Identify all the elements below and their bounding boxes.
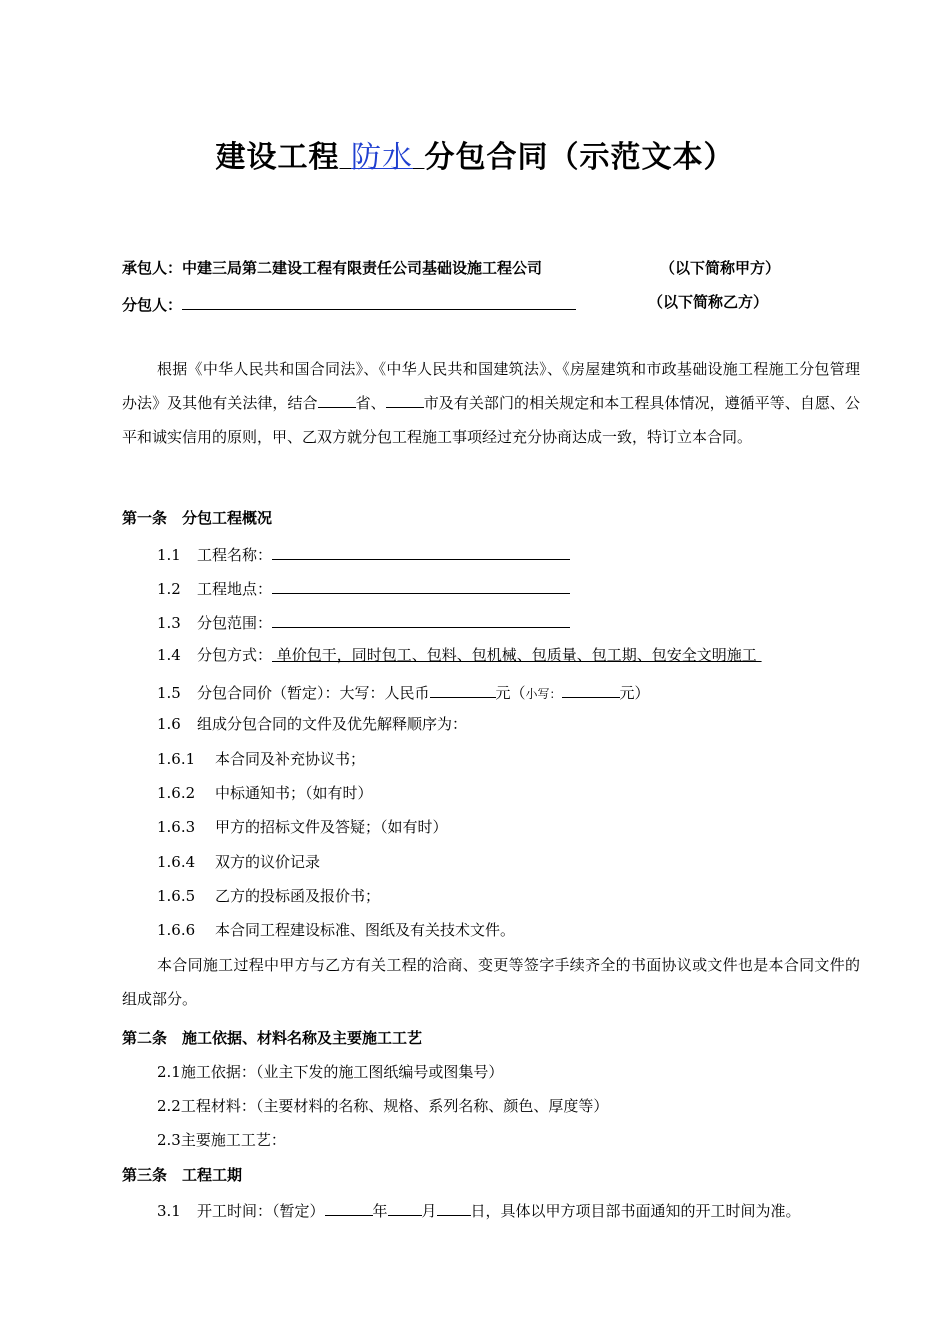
item-2-2: 2.2工程材料：（主要材料的名称、规格、系列名称、颜色、厚度等） [157,1097,609,1115]
article1-closing: 本合同施工过程中甲方与乙方有关工程的洽商、变更等签字手续齐全的书面协议或文件也是本合同文件的组成部分。 [122,956,860,1008]
item-text: 月 [421,1202,437,1220]
intro-text-a: 根据《中华人民共和国合同法》、《中华人民共和国建筑法》、《房屋建筑和市政基础设施工程施工分包管理办法》及其他有关法律，结合 [122,360,860,412]
item-1-5 [157,680,650,704]
intro-paragraph [122,352,860,454]
item-number: 1.5 [157,684,181,702]
item-number: 1.2 [157,580,181,598]
item-text: 元） [619,684,650,702]
item-number: 1.3 [157,614,181,632]
item-1-1 [157,542,570,565]
doc-item [157,749,365,769]
city-blank [386,390,424,408]
title-underline-gap [413,140,424,175]
item-text: 年 [372,1202,388,1220]
article3-heading: 第三条 工程工期 [122,1166,243,1184]
intro-text-b: 省、 [355,394,386,412]
item-number: 1.6 [157,715,181,733]
item-text: 乙方的投标函及报价书； [215,887,381,905]
item-2-3: 2.3主要施工工艺： [157,1131,286,1149]
doc-item [157,852,320,872]
item-label: 工程地点： [197,580,273,598]
subcontractor-label: 分包人： [122,296,183,314]
item-1-6 [157,714,467,734]
item-number: 1.6.4 [157,853,196,871]
subcontractor-blank [182,292,576,310]
subcontractor-line [122,292,576,315]
item-2-1: 2.1施工依据：（业主下发的施工图纸编号或图集号） [157,1063,504,1081]
contractor-alias: （以下简称甲方） [660,259,781,277]
title-highlight: 防水 [351,140,413,175]
item-text: 甲方的招标文件及答疑；（如有时） [215,818,448,836]
item-number: 1.6.5 [157,887,196,905]
item-number: 1.1 [157,546,181,564]
doc-item [157,886,380,906]
item-number: 1.4 [157,646,181,664]
item-text: 组成分包合同的文件及优先解释顺序为： [197,715,468,733]
small-label: 小写： [525,687,562,701]
item-1-4 [157,645,762,665]
item-label: 分包范围： [197,614,273,632]
subcontractor-alias: （以下简称乙方） [648,293,769,311]
title-suffix: 分包合同（示范文本） [424,140,735,175]
amount-figures-blank [562,680,620,698]
title-prefix: 建设工程 [215,140,340,175]
item-1-2 [157,576,570,599]
item-text: 双方的议价记录 [215,853,321,871]
item-label: 分包方式： [197,646,273,664]
intro-text-c: 市及有关部门的相关规定和本工程具体情况，遵循平等、自愿、公平和诚实信用的原则，甲、乙双方就分包工程施工事项经过充分协商达成一致，特订立本合同。 [122,394,860,446]
item-number: 3.1 [157,1202,181,1220]
project-location-blank [272,576,570,594]
title-underline-gap [340,140,351,175]
contractor-name: 中建三局第二建设工程有限责任公司基础设施工程公司 [182,259,543,277]
month-blank [388,1198,422,1216]
item-text: 元（ [495,684,526,702]
item-number: 1.6.3 [157,818,196,836]
item-text: 本合同及补充协议书； [215,750,366,768]
item-number: 1.6.2 [157,784,196,802]
item-text: 本合同工程建设标准、图纸及有关技术文件。 [215,921,516,939]
item-label: 工程名称： [197,546,273,564]
contractor-line [122,258,542,278]
project-name-blank [272,542,570,560]
document-title [0,132,950,176]
item-1-3 [157,610,570,633]
doc-item [157,920,515,940]
article2-heading: 第二条 施工依据、材料名称及主要施工工艺 [122,1029,423,1047]
item-text: 中标通知书；（如有时） [215,784,373,802]
day-blank [437,1198,471,1216]
item-label: 开工时间：（暂定） [197,1202,325,1220]
item-number: 1.6.6 [157,921,196,939]
item-label: 分包合同价（暂定）：大写：人民币 [197,684,430,702]
doc-item [157,783,373,803]
year-blank [325,1198,373,1216]
article1-heading: 第一条 分包工程概况 [122,509,273,527]
amount-words-blank [430,680,496,698]
scope-blank [272,610,570,628]
contractor-label: 承包人： [122,259,183,277]
item-3-1 [157,1198,801,1221]
item-number: 1.6.1 [157,750,196,768]
province-blank [318,390,356,408]
subcontract-method-value: 单价包干，同时包工、包料、包机械、包质量、包工期、包安全文明施工 [272,646,762,664]
item-text: 日，具体以甲方项目部书面通知的开工时间为准。 [470,1202,801,1220]
doc-item [157,817,448,837]
